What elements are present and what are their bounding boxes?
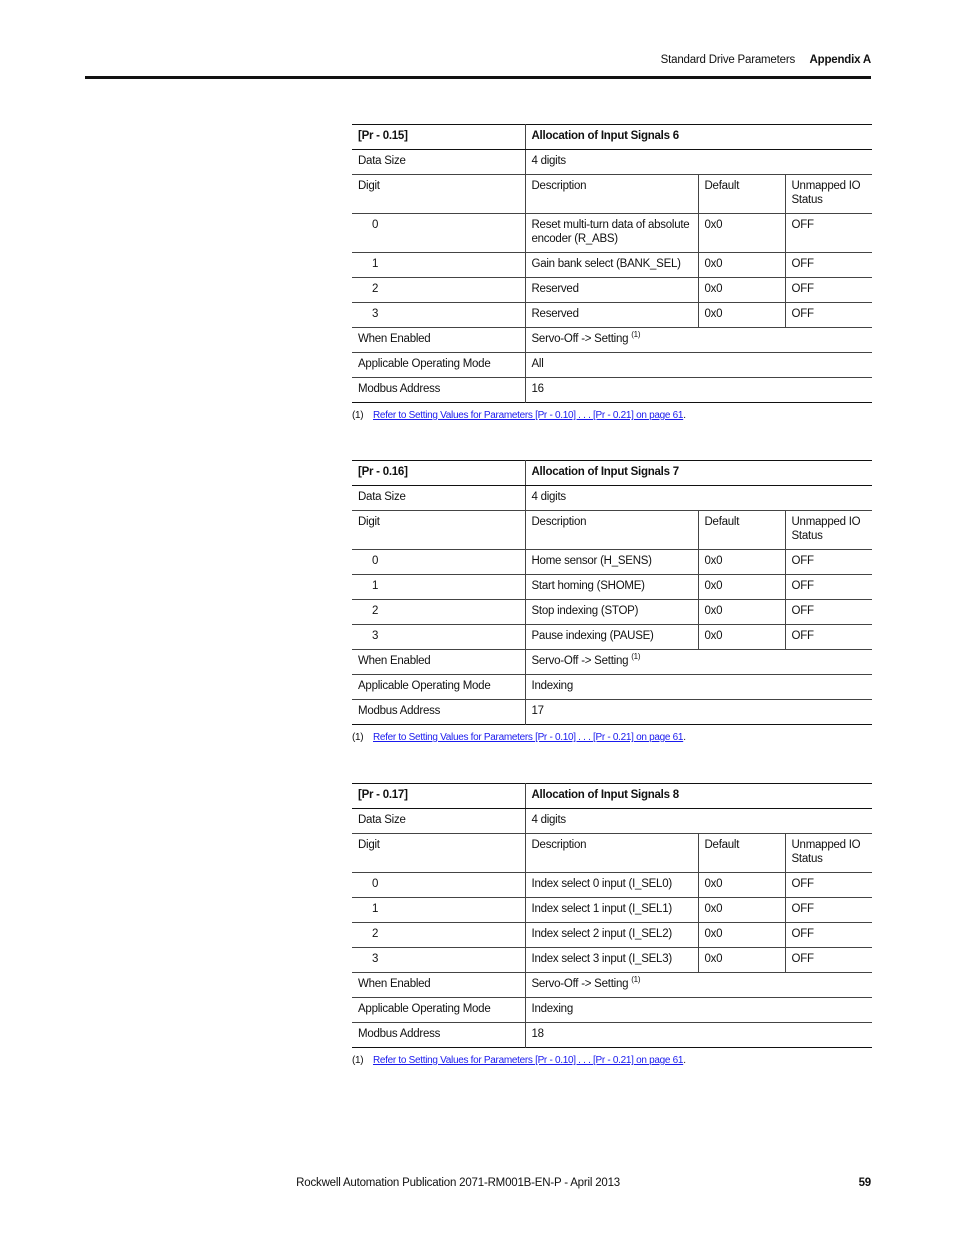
parameter-table [352,460,872,725]
digit-description-text: Home sensor (H_SENS) [531,555,652,567]
digit-value [352,278,525,303]
data-size-row [352,486,872,511]
digit-value-text: 0 [372,878,379,890]
default-value [698,600,785,625]
digit-description [525,303,698,328]
digit-value-text: 1 [372,903,379,915]
default-value-text: 0x0 [704,605,723,617]
data-size-value [525,486,872,511]
operating-mode-row [352,353,872,378]
operating-mode-value [525,353,872,378]
operating-mode-value [525,998,872,1023]
table-row [352,600,872,625]
modbus-value-text: 18 [531,1028,544,1040]
digit-description-text: Reset multi-turn data of absolute encoder (R_ABS) [531,219,690,245]
table-row [352,303,872,328]
footnote-link[interactable]: Refer to Setting Values for Parameters [Pr - 0.10] . . . [Pr - 0.21] on page 61 [373,732,684,743]
digit-description-text: Reserved [531,283,579,295]
digit-description [525,948,698,973]
description-label-text: Description [531,839,587,851]
modbus-label [352,700,525,725]
parameter-table [352,783,872,1048]
digit-description [525,625,698,650]
digit-label [352,834,525,873]
default-value-text: 0x0 [704,630,723,642]
table-row [352,923,872,948]
footnote-period: . [683,732,686,743]
unmapped-status-value [785,923,872,948]
digit-value-text: 0 [372,555,379,567]
digit-description-text: Reserved [531,308,579,320]
digit-description-text: Stop indexing (STOP) [531,605,639,617]
when-enabled-label [352,328,525,353]
modbus-label [352,1023,525,1048]
operating-mode-label [352,353,525,378]
modbus-label-text: Modbus Address [358,1028,441,1040]
unmapped-status-value [785,575,872,600]
when-enabled-label-text: When Enabled [358,655,431,667]
data-size-value-text: 4 digits [531,814,566,826]
digit-description [525,214,698,253]
data-size-label-text: Data Size [358,491,406,503]
unmapped-status-value [785,948,872,973]
unmapped-status-value [785,898,872,923]
unmapped-status-value-text: OFF [791,555,814,567]
default-value-text: 0x0 [704,580,723,592]
parameter-title-text: Allocation of Input Signals 8 [531,789,679,801]
parameter-id-text: [Pr - 0.17] [358,789,408,801]
table-row [352,948,872,973]
footnote-period: . [683,1055,686,1066]
digit-label-text: Digit [358,180,380,192]
default-value-text: 0x0 [704,308,723,320]
footnote-ref: (1) [631,330,641,339]
default-value [698,948,785,973]
digit-value [352,898,525,923]
default-value [698,898,785,923]
digit-header-row [352,511,872,550]
parameter-id [352,784,525,809]
modbus-label-text: Modbus Address [358,705,441,717]
default-value [698,923,785,948]
modbus-row [352,700,872,725]
unmapped-status-value [785,873,872,898]
digit-value [352,303,525,328]
unmapped-status-value-text: OFF [791,580,814,592]
digit-label [352,175,525,214]
when-enabled-label-text: When Enabled [358,978,431,990]
table-header-row [352,461,872,486]
digit-value [352,600,525,625]
unmapped-status-value-text: OFF [791,258,814,270]
digit-description [525,575,698,600]
digit-description-text: Index select 0 input (I_SEL0) [531,878,672,890]
digit-description [525,923,698,948]
digit-value [352,214,525,253]
table-row [352,898,872,923]
default-value-text: 0x0 [704,283,723,295]
modbus-value-text: 17 [531,705,544,717]
when-enabled-value [525,650,872,675]
data-size-label-text: Data Size [358,155,406,167]
digit-description [525,873,698,898]
parameter-id-text: [Pr - 0.16] [358,466,408,478]
digit-description [525,278,698,303]
default-value-text: 0x0 [704,219,723,231]
footnote-number: (1) [352,732,364,743]
data-size-row [352,809,872,834]
digit-value [352,575,525,600]
unmapped-status-value-text: OFF [791,903,814,915]
operating-mode-label-text: Applicable Operating Mode [358,1003,491,1015]
description-label-text: Description [531,516,587,528]
digit-description [525,550,698,575]
table-row [352,278,872,303]
default-value [698,550,785,575]
appendix-label: Appendix A [809,54,871,66]
page-header [85,50,871,79]
footnote-number: (1) [352,410,364,421]
footnote [352,1055,872,1067]
modbus-row [352,378,872,403]
default-label-text: Default [704,180,740,192]
digit-value-text: 3 [372,953,379,965]
operating-mode-row [352,998,872,1023]
digit-label-text: Digit [358,516,380,528]
modbus-value [525,700,872,725]
default-label [698,175,785,214]
table-row [352,873,872,898]
data-size-value [525,809,872,834]
modbus-value-text: 16 [531,383,544,395]
digit-value [352,253,525,278]
unmapped-status-value-text: OFF [791,219,814,231]
modbus-value [525,378,872,403]
unmapped-status-value [785,550,872,575]
description-label [525,175,698,214]
operating-mode-label-text: Applicable Operating Mode [358,680,491,692]
when-enabled-value-text: Servo-Off -> Setting [531,333,629,345]
default-value [698,214,785,253]
default-value-text: 0x0 [704,928,723,940]
when-enabled-value-text: Servo-Off -> Setting [531,655,629,667]
table-row [352,625,872,650]
table-header-row [352,125,872,150]
modbus-value [525,1023,872,1048]
unmapped-status-value-text: OFF [791,605,814,617]
digit-value-text: 0 [372,219,379,231]
footnote-ref: (1) [631,975,641,984]
parameter-block [352,783,872,1067]
digit-value [352,948,525,973]
unmapped-status-value-text: OFF [791,308,814,320]
default-value [698,575,785,600]
digit-description-text: Pause indexing (PAUSE) [531,630,654,642]
digit-value-text: 1 [372,580,379,592]
default-label-text: Default [704,839,740,851]
footnote-link[interactable]: Refer to Setting Values for Parameters [Pr - 0.10] . . . [Pr - 0.21] on page 61 [373,410,684,421]
footnote [352,410,872,422]
table-row [352,253,872,278]
digit-value-text: 2 [372,283,379,295]
default-label-text: Default [704,516,740,528]
default-value [698,873,785,898]
operating-mode-row [352,675,872,700]
when-enabled-row [352,328,872,353]
digit-description-text: Index select 1 input (I_SEL1) [531,903,672,915]
default-value-text: 0x0 [704,953,723,965]
unmapped-status-value-text: OFF [791,630,814,642]
when-enabled-row [352,650,872,675]
unmapped-status-value [785,600,872,625]
digit-value [352,873,525,898]
operating-mode-label-text: Applicable Operating Mode [358,358,491,370]
default-label [698,511,785,550]
when-enabled-label [352,973,525,998]
default-value-text: 0x0 [704,878,723,890]
operating-mode-value-text: All [531,358,544,370]
default-value-text: 0x0 [704,903,723,915]
description-label-text: Description [531,180,587,192]
when-enabled-value [525,328,872,353]
default-value [698,278,785,303]
unmapped-status-label-text: Unmapped IO Status [791,180,861,206]
digit-value-text: 2 [372,928,379,940]
description-label [525,511,698,550]
digit-header-row [352,175,872,214]
footnote-number: (1) [352,1055,364,1066]
unmapped-status-label-text: Unmapped IO Status [791,516,861,542]
modbus-label [352,378,525,403]
default-label [698,834,785,873]
digit-description-text: Start homing (SHOME) [531,580,645,592]
digit-description-text: Gain bank select (BANK_SEL) [531,258,681,270]
unmapped-status-value-text: OFF [791,878,814,890]
when-enabled-row [352,973,872,998]
default-value-text: 0x0 [704,258,723,270]
data-size-value [525,150,872,175]
section-title: Standard Drive Parameters [660,54,795,66]
when-enabled-value-text: Servo-Off -> Setting [531,978,629,990]
unmapped-status-value-text: OFF [791,953,814,965]
table-row [352,214,872,253]
default-value [698,625,785,650]
operating-mode-label [352,675,525,700]
parameter-title-text: Allocation of Input Signals 7 [531,466,679,478]
digit-description-text: Index select 2 input (I_SEL2) [531,928,672,940]
when-enabled-label-text: When Enabled [358,333,431,345]
footnote-link[interactable]: Refer to Setting Values for Parameters [Pr - 0.10] . . . [Pr - 0.21] on page 61 [373,1055,684,1066]
modbus-label-text: Modbus Address [358,383,441,395]
when-enabled-label [352,650,525,675]
unmapped-status-value [785,253,872,278]
parameter-id-text: [Pr - 0.15] [358,130,408,142]
digit-label [352,511,525,550]
footnote [352,732,872,744]
unmapped-status-label [785,834,872,873]
default-value-text: 0x0 [704,555,723,567]
digit-label-text: Digit [358,839,380,851]
data-size-row [352,150,872,175]
parameter-title-text: Allocation of Input Signals 6 [531,130,679,142]
parameter-title [525,125,872,150]
unmapped-status-value-text: OFF [791,928,814,940]
data-size-label [352,809,525,834]
default-value [698,253,785,278]
digit-value [352,625,525,650]
data-size-value-text: 4 digits [531,155,566,167]
digit-header-row [352,834,872,873]
digit-description [525,253,698,278]
unmapped-status-value-text: OFF [791,283,814,295]
digit-value-text: 1 [372,258,379,270]
when-enabled-value [525,973,872,998]
data-size-label [352,486,525,511]
digit-value-text: 2 [372,605,379,617]
parameter-title [525,784,872,809]
digit-value [352,550,525,575]
data-size-label [352,150,525,175]
table-header-row [352,784,872,809]
footnote-ref: (1) [631,652,641,661]
operating-mode-value-text: Indexing [531,680,573,692]
unmapped-status-value [785,278,872,303]
unmapped-status-label [785,511,872,550]
description-label [525,834,698,873]
digit-value-text: 3 [372,630,379,642]
operating-mode-value-text: Indexing [531,1003,573,1015]
unmapped-status-value [785,625,872,650]
digit-description-text: Index select 3 input (I_SEL3) [531,953,672,965]
parameter-id [352,461,525,486]
publication-info: Rockwell Automation Publication 2071-RM001B-EN-P - April 2013 [296,1177,620,1189]
digit-description [525,898,698,923]
digit-value [352,923,525,948]
page-number: 59 [858,1177,871,1189]
unmapped-status-value [785,303,872,328]
parameter-block [352,124,872,422]
unmapped-status-value [785,214,872,253]
default-value [698,303,785,328]
parameter-id [352,125,525,150]
table-row [352,575,872,600]
parameter-block [352,460,872,744]
parameter-table [352,124,872,403]
unmapped-status-label-text: Unmapped IO Status [791,839,861,865]
modbus-row [352,1023,872,1048]
data-size-label-text: Data Size [358,814,406,826]
digit-value-text: 3 [372,308,379,320]
footnote-period: . [683,410,686,421]
unmapped-status-label [785,175,872,214]
operating-mode-label [352,998,525,1023]
parameter-title [525,461,872,486]
data-size-value-text: 4 digits [531,491,566,503]
digit-description [525,600,698,625]
table-row [352,550,872,575]
operating-mode-value [525,675,872,700]
